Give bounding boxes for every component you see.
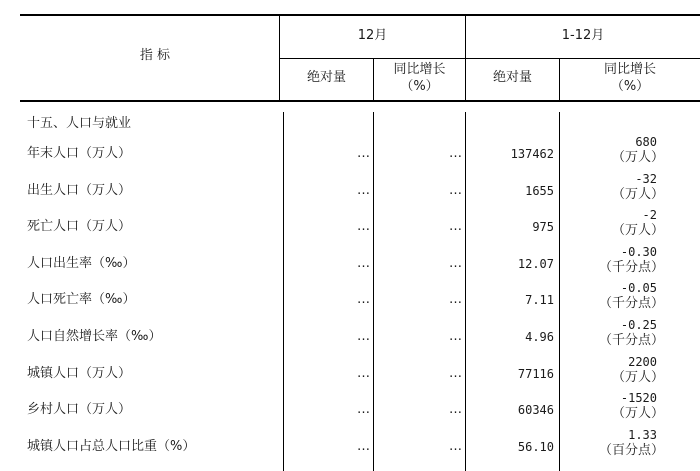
row-1-12-yoy: 2200 (628, 355, 657, 369)
row-label: 城镇人口占总人口比重（%） (27, 439, 196, 454)
row-1-12-abs: 56.10 (517, 440, 554, 454)
row-label: 人口出生率（‰） (27, 256, 136, 271)
header-12-yoy-line2: （%） (400, 79, 439, 94)
row-12-yoy: … (449, 402, 462, 417)
row-1-12-unit: （百分点） (598, 443, 664, 458)
row-1-12-unit: （千分点） (598, 333, 664, 348)
row-12-abs: … (357, 439, 370, 454)
row-12-abs: … (357, 219, 370, 234)
header-group-1-12: 1-12月 (561, 28, 605, 43)
row-1-12-yoy: -0.25 (620, 318, 657, 332)
row-1-12-yoy: -1520 (620, 391, 657, 405)
row-1-12-unit: （万人） (611, 370, 664, 385)
row-label: 年末人口（万人） (27, 146, 132, 161)
row-12-yoy: … (449, 146, 462, 161)
row-label: 人口自然增长率（‰） (27, 329, 162, 344)
row-12-yoy: … (449, 183, 462, 198)
row-12-yoy: … (449, 329, 462, 344)
row-1-12-unit: （万人） (611, 187, 664, 202)
row-1-12-unit: （千分点） (598, 296, 664, 311)
row-1-12-unit: （万人） (611, 406, 664, 421)
row-1-12-yoy: -32 (635, 172, 657, 186)
header-group-12: 12月 (357, 28, 388, 43)
row-12-abs: … (357, 292, 370, 307)
header-12-yoy-line1: 同比增长 (393, 62, 446, 77)
row-12-abs: … (357, 366, 370, 381)
row-12-abs: … (357, 402, 370, 417)
header-1-12-abs: 绝对量 (492, 70, 532, 85)
row-12-abs: … (357, 183, 370, 198)
row-label: 城镇人口（万人） (27, 366, 132, 381)
row-label: 死亡人口（万人） (27, 219, 132, 234)
row-1-12-yoy: 680 (635, 135, 657, 149)
row-1-12-abs: 975 (532, 220, 554, 234)
row-1-12-abs: 77116 (517, 367, 554, 381)
row-1-12-unit: （万人） (611, 223, 664, 238)
row-1-12-yoy: -2 (642, 208, 657, 222)
row-1-12-unit: （万人） (611, 150, 664, 165)
section-title: 十五、人口与就业 (27, 116, 132, 131)
row-label: 乡村人口（万人） (27, 402, 132, 417)
row-1-12-yoy: -0.30 (620, 245, 657, 259)
row-12-yoy: … (449, 219, 462, 234)
row-12-abs: … (357, 256, 370, 271)
row-1-12-yoy: -0.05 (620, 281, 657, 295)
header-mid-border (279, 58, 700, 59)
row-1-12-abs: 137462 (510, 147, 554, 161)
row-12-yoy: … (449, 439, 462, 454)
row-1-12-abs: 1655 (525, 184, 554, 198)
row-1-12-abs: 4.96 (525, 330, 554, 344)
header-bottom-border (20, 100, 700, 102)
row-label: 出生人口（万人） (27, 183, 132, 198)
table-top-border (20, 14, 700, 16)
row-1-12-abs: 12.07 (517, 257, 554, 271)
header-12-abs: 绝对量 (306, 70, 346, 85)
row-1-12-abs: 60346 (517, 403, 554, 417)
row-1-12-yoy: 1.33 (628, 428, 657, 442)
row-label: 人口死亡率（‰） (27, 292, 136, 307)
row-12-abs: … (357, 329, 370, 344)
row-12-yoy: … (449, 256, 462, 271)
header-1-12-yoy-line1: 同比增长 (603, 62, 656, 77)
row-12-abs: … (357, 146, 370, 161)
row-1-12-abs: 7.11 (525, 293, 554, 307)
header-1-12-yoy-line2: （%） (610, 79, 650, 94)
header-indicator: 指 标 (139, 48, 171, 63)
row-12-yoy: … (449, 366, 462, 381)
row-1-12-unit: （千分点） (598, 260, 664, 275)
row-12-yoy: … (449, 292, 462, 307)
